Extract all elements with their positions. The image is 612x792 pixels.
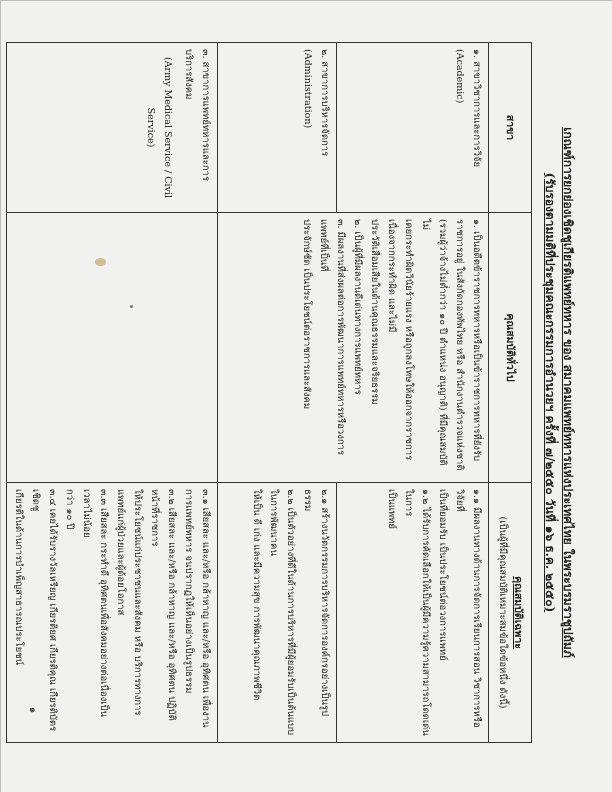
header-specific [489, 483, 532, 743]
page-edge-left [0, 0, 1, 792]
specific-item: ๒.๒ เป็นตัวอย่างที่ดีในด้านการบริหารที่มีผู้ยอมรับเป็นต้นแบบ ในการพัฒนาคน [268, 489, 296, 736]
specific-item: ให้ประโยชน์แก่ประชาชนและสังคม หรือ บริการทางการแพทย์แก่ผู้ป่วยและผู้ด้อยโอกาส [115, 489, 143, 716]
page-number: ๑ [27, 706, 38, 714]
specific-cell [218, 483, 337, 743]
document-title: เกณฑ์การยกย่องเชิดชูเกียรติแพทย์ทหาร ของ สมาคมแพทย์ทหารแห่งประเทศไทย ในพระบรมราชูปถัมภ์ [561, 127, 575, 658]
general-item: ๒. เป็นผู้ที่มีผลงานดีเด่นทางการแพทย์ทหาร [352, 219, 363, 395]
branch-cell [218, 43, 337, 213]
general-item: ประจักษ์ชัด เป็นประโยชน์ต่อราชการและสังคม [301, 219, 312, 410]
general-item: ๓. มีผลงานที่ส่งผลต่อการพัฒนาการแพทย์ทหารหรือวงการแพทย์ที่เป็นที่ [318, 219, 346, 456]
table-row [7, 43, 218, 743]
general-item: เคยกระทำผิดวินัยร้ายแรง หรือถูกลงโทษให้ออกจากราชการเนื่องจากกระทำผิด และไม่มี [386, 219, 414, 461]
branch-cell [7, 43, 218, 213]
page-edge-top [0, 0, 612, 1]
specific-item: เกียรติในด้านการบำเพ็ญสาธารณประโยชน์ [13, 489, 24, 666]
general-item: ประวัติเสื่อมเสียในด้านคุณธรรมและจริยธรรม [369, 219, 380, 405]
scan-smudge [95, 258, 106, 266]
header-specific-title: คุณสมบัติเฉพาะ [512, 576, 524, 649]
specific-item: ๒.๑ สร้างนวัตกรรมการบริหารจัดการองค์กรอย่างเป็นรูปธรรม [302, 489, 330, 717]
header-specific-subtitle: (เป็นผู้ที่มีคุณสมบัติเหมาะสมข้อใดข้อหนึ่ง ดังนี้) [497, 516, 508, 709]
specific-item: ๑.๒ ได้รับการคัดเลือกให้เป็นผู้มีความรู้ความสามารถโดดเด่นในการ [403, 489, 431, 736]
specific-item: ๑.๑ มีผลงานทางด้านการจัดการเรียนการสอน วิชาการหรือวิจัยที่ [454, 489, 482, 728]
table-row [337, 43, 489, 743]
header-branch: สาขา [489, 43, 532, 213]
specific-item: กว่า ๑๐ ปี [64, 489, 75, 530]
criteria-table [6, 42, 532, 743]
branch-name: ๓. สาขาการแพทย์ทหารและการบริการสังคม [183, 49, 211, 182]
branch-cell [337, 43, 489, 213]
branch-name: ๑. สาขาวิชาการและการวิจัย (Academic) [454, 49, 482, 168]
table-header-row [489, 43, 532, 743]
specific-item: ๓.๑ เสียสละ และ/หรือ กล้าหาญ และ/หรือ อุทิศตน เพื่องาน [200, 489, 211, 728]
specific-cell [337, 483, 489, 743]
general-item: ๑. เป็นอดีตข้าราชการทหารหรือเป็นข้าราชการทหารที่ยังรับราชการอยู่ ในสังกัดกองทัพไทย หรือ สำนักงานตำรวจแห่งชาติ (รวมผู้ว่าจ้างไม่ต่ำกว่า ๑๐ ปี ตำแหน่ง อนุญาติ) ที่มีคุณสมบัติไม่ [420, 219, 482, 471]
specific-item: ๓.๒ เสียสละ และ/หรือ กล้าหาญ และ/หรือ อุทิศตน ปฏิบัติหน้าที่ราชการ [149, 489, 177, 721]
header-general: คุณสมบัติทั่วไป [489, 213, 532, 483]
specific-item: เป็นแพทย์ [386, 489, 397, 529]
branch-name: ๒. สาขาการบริหารจัดการ (Administration) [302, 49, 330, 157]
specific-item: ๓.๔ เคยได้รับรางวัลเหรียญ เกียรติยศ เกียรติคุณ เกียรติบัตร เชิดชู [30, 489, 58, 732]
rotated-document [13, 10, 582, 775]
specific-item: การแพทย์ทหาร จนปรากฏให้เห็นอย่างเป็นรูปธรรม [183, 489, 194, 694]
specific-item: ๓.๓ เสียสละ กระทำดี อุทิศตนเพื่อสังคมอย่างต่อเนื่องเป็นเวลาไม่น้อย [81, 489, 109, 718]
specific-item: ให้เป็น ดี เก่ง และมีความสุข การพัฒนาคุณภาพชีวิต [251, 489, 262, 701]
specific-cell [7, 483, 218, 743]
branch-name-english: (Army Medical Service / Civil Service) [145, 56, 173, 199]
specific-item: เป็นที่ยอมรับ เป็นประโยชน์ต่อวงการแพทย์ [437, 489, 448, 661]
document-subtitle: (รับรองตามมติที่ประชุมคณะกรรมการอำนวยฯ ครั้งที่ ๗/๒๕๕๐ วันที่ ๑๖ ธ.ค. ๒๕๕๐) [543, 172, 557, 613]
general-cell-empty [7, 213, 218, 483]
general-cell [218, 213, 489, 483]
